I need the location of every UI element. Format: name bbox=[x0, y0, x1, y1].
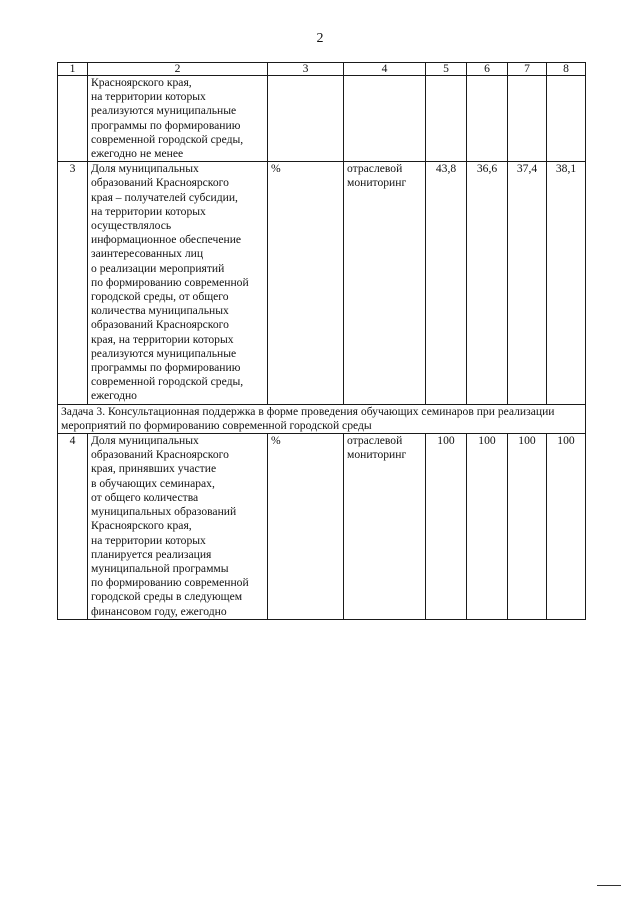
value-cell bbox=[426, 76, 467, 162]
value-cell: 100 bbox=[467, 434, 508, 620]
source-cell: отраслевой мониторинг bbox=[344, 434, 426, 620]
value-cell bbox=[467, 76, 508, 162]
row-number bbox=[58, 76, 88, 162]
row-number: 4 bbox=[58, 434, 88, 620]
column-header: 4 bbox=[344, 63, 426, 76]
unit-cell: % bbox=[268, 162, 344, 404]
column-header: 3 bbox=[268, 63, 344, 76]
table-row bbox=[58, 162, 586, 404]
value-cell: 100 bbox=[426, 434, 467, 620]
column-header: 5 bbox=[426, 63, 467, 76]
page-number: 2 bbox=[316, 31, 324, 46]
value-cell: 38,1 bbox=[547, 162, 586, 404]
value-cell bbox=[547, 76, 586, 162]
indicator-description: Красноярского края, на территории которых реализуются муниципальные программы по формированию современной городской среды, ежегодно не менее bbox=[88, 76, 268, 162]
source-cell bbox=[344, 76, 426, 162]
value-cell bbox=[508, 76, 547, 162]
indicator-description: Доля муниципальных образований Красноярского края – получателей субсидии, на территории которых осуществлялось информационное обеспечение заинтересованных лиц о реализации мероприятий по формированию современной городской среды, от общего количества муниципальных образований Красноярского края, на территории которых реализуются муниципальные программы по формированию современной городской среды, ежегодно bbox=[88, 162, 268, 404]
footer-divider bbox=[597, 885, 621, 886]
unit-cell bbox=[268, 76, 344, 162]
value-cell: 100 bbox=[547, 434, 586, 620]
value-cell: 100 bbox=[508, 434, 547, 620]
unit-cell: % bbox=[268, 434, 344, 620]
row-number: 3 bbox=[58, 162, 88, 404]
table-row bbox=[58, 76, 586, 162]
value-cell: 37,4 bbox=[508, 162, 547, 404]
value-cell: 43,8 bbox=[426, 162, 467, 404]
source-cell: отраслевой мониторинг bbox=[344, 162, 426, 404]
indicators-table bbox=[57, 62, 586, 620]
column-header: 6 bbox=[467, 63, 508, 76]
column-header: 1 bbox=[58, 63, 88, 76]
table-header-row bbox=[58, 63, 586, 76]
task-3-heading: Задача 3. Консультационная поддержка в форме проведения обучающих семинаров при реализации мероприятий по формированию современной городской среды bbox=[58, 404, 586, 433]
value-cell: 36,6 bbox=[467, 162, 508, 404]
table-row bbox=[58, 434, 586, 620]
column-header: 7 bbox=[508, 63, 547, 76]
task-row bbox=[58, 404, 586, 433]
column-header: 8 bbox=[547, 63, 586, 76]
column-header: 2 bbox=[88, 63, 268, 76]
indicator-description: Доля муниципальных образований Красноярского края, принявших участие в обучающих семинарах, от общего количества муниципальных образований Красноярского края, на территории которых планируется реализация муниципальной программы по формированию современной городской среды в следующем финансовом году, ежегодно bbox=[88, 434, 268, 620]
